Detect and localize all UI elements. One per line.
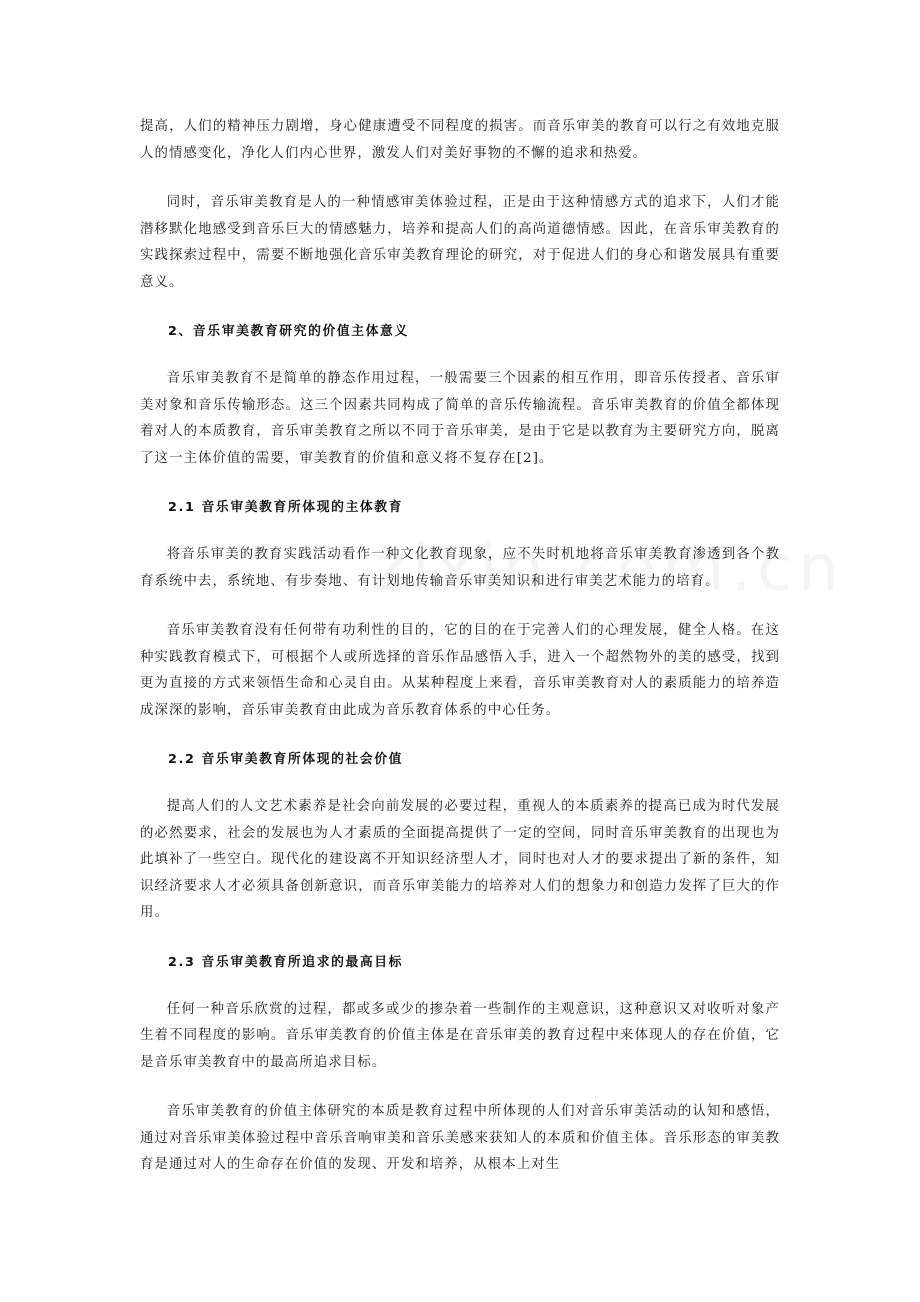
document-body bbox=[140, 114, 780, 1179]
paragraph-value-subject: 音乐审美教育不是简单的静态作用过程，一般需要三个因素的相互作用，即音乐传授者、音乐审美对象和音乐传输形态。这三个因素共同构成了简单的音乐传输流程。音乐审美教育的价值全都体现着对人的本质教育，音乐审美教育之所以不同于音乐审美，是由于它是以教育为主要研究方向，脱离了这一主体价值的需要，审美教育的价值和意义将不复存在[2]。 bbox=[140, 371, 780, 466]
section-heading-2-3: 2.3 音乐审美教育所追求的最高目标 bbox=[168, 954, 404, 970]
section-heading-2: 2、音乐审美教育研究的价值主体意义 bbox=[168, 324, 409, 339]
paragraph-non-utilitarian: 音乐审美教育没有任何带有功利性的目的，它的目的在于完善人们的心理发展，健全人格。在这种实践教育模式下，可根据个人或所选择的音乐作品感悟入手，进入一个超然物外的美的感受，找到更为直接的方式来领悟生命和心灵自由。从某种程度上来看，音乐审美教育对人的素质能力的培养造成深深的影响，音乐审美教育由此成为音乐教育体系的中心任务。 bbox=[140, 623, 780, 718]
paragraph-emotion: 同时，音乐审美教育是人的一种情感审美体验过程，正是由于这种情感方式的追求下，人们才能潜移默化地感受到音乐巨大的情感魅力，培养和提高人们的高尚道德情感。因此，在音乐审美教育的实践探索过程中，需要不断地强化音乐审美教育理论的研究，对于促进人们的身心和谐发展具有重要意义。 bbox=[140, 195, 780, 290]
paragraph-social-value: 提高人们的人文艺术素养是社会向前发展的必要过程，重视人的本质素养的提高已成为时代发展的必然要求，社会的发展也为人才素质的全面提高提供了一定的空间，同时音乐审美教育的出现也为此填补了一些空白。现代化的建设离不开知识经济型人才，同时也对人才的要求提出了新的条件，知识经济要求人才必须具备创新意识，而音乐审美能力的培养对人们的想象力和创造力发挥了巨大的作用。 bbox=[140, 799, 780, 920]
section-heading-2-1: 2.1 音乐审美教育所体现的主体教育 bbox=[168, 500, 404, 515]
paragraph-cultural-education: 将音乐审美的教育实践活动看作一种文化教育现象，应不失时机地将音乐审美教育渗透到各个教育系统中去，系统地、有步奏地、有计划地传输音乐审美知识和进行审美艺术能力的培育。 bbox=[140, 547, 780, 589]
paragraph-appreciation: 任何一种音乐欣赏的过程，都或多或少的掺杂着一些制作的主观意识，这种意识又对收听对象产生着不同程度的影响。音乐审美教育的价值主体是在音乐审美的教育过程中来体现人的存在价值，它是音乐审美教育中的最高所追求目标。 bbox=[140, 1001, 780, 1070]
paragraph-intro: 提高，人们的精神压力剧增，身心健康遭受不同程度的损害。而音乐审美的教育可以行之有效地克服人的情感变化，净化人们内心世界，激发人们对美好事物的不懈的追求和热爱。 bbox=[140, 119, 780, 161]
paragraph-essence: 音乐审美教育的价值主体研究的本质是教育过程中所体现的人们对音乐审美活动的认知和感悟，通过对音乐审美体验过程中音乐音响审美和音乐美感来获知人的本质和价值主体。音乐形态的审美教育是通过对人的生命存在价值的发现、开发和培养，从根本上对生 bbox=[140, 1104, 780, 1172]
section-heading-2-2: 2.2 音乐审美教育所体现的社会价值 bbox=[168, 752, 404, 767]
